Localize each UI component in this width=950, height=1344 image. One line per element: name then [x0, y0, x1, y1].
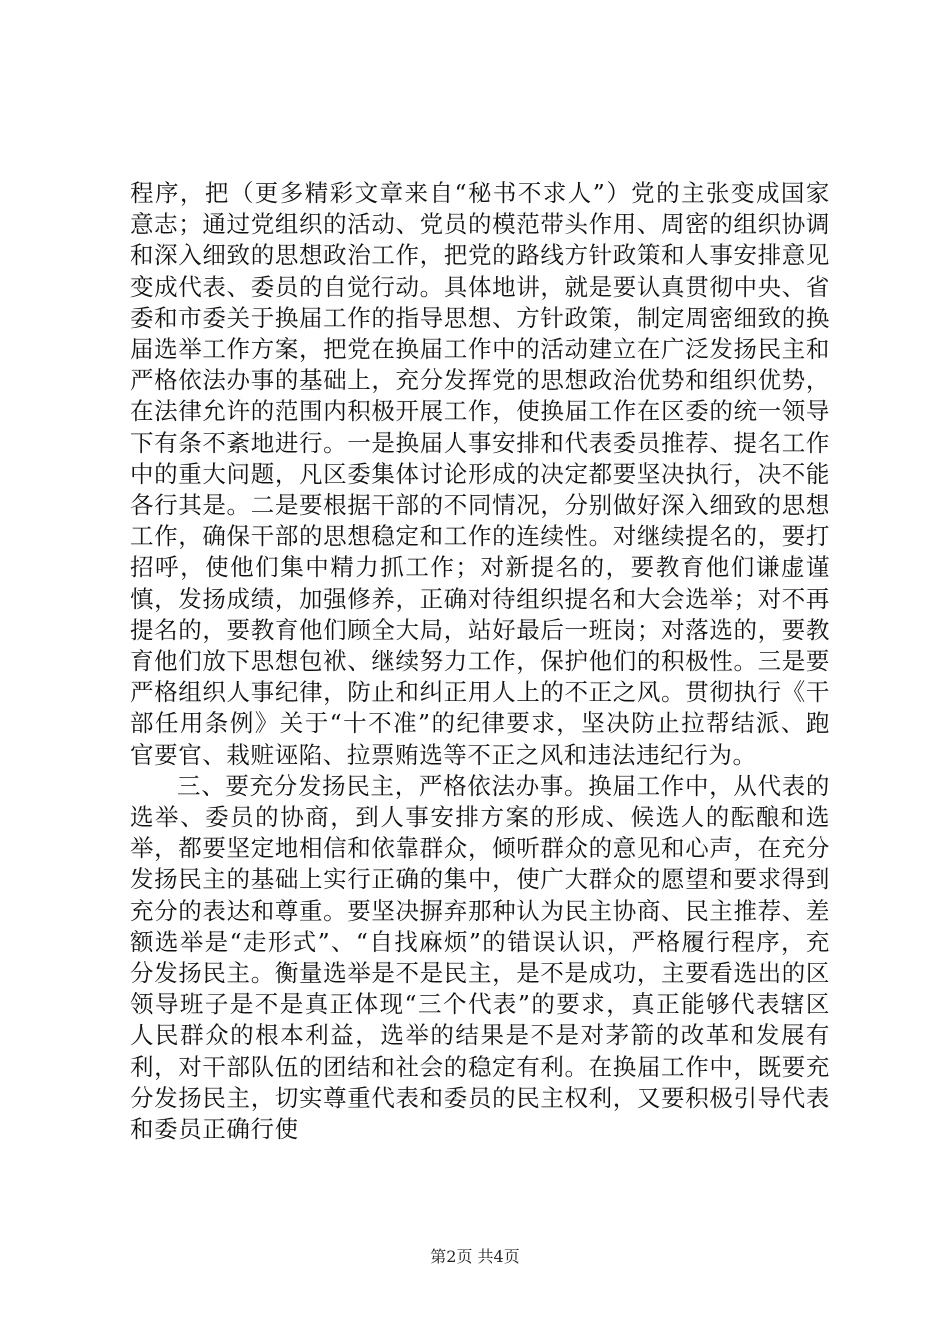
body-text	[130, 178, 830, 1145]
page-footer: 第2页 共4页	[430, 1247, 520, 1266]
paragraph-section-three: 三、要充分发扬民主，严格依法办事。换届工作中，从代表的选举、委员的协商，到人事安排方案的形成、候选人的酝酿和选举，都要坚定地相信和依靠群众，倾听群众的意见和心声，在充分发扬民主的基础上实行正确的集中，使广大群众的愿望和要求得到充分的表达和尊重。要坚决摒弃那种认为民主协商、民主推荐、差额选举是“走形式”、“自找麻烦”的错误认识，严格履行程序，充分发扬民主。衡量选举是不是民主，是不是成功，主要看选出的区领导班子是不是真正体现“三个代表”的要求，真正能够代表辖区人民群众的根本利益，选举的结果是不是对茅箭的改革和发展有利，对干部队伍的团结和社会的稳定有利。在换届工作中，既要充分发扬民主，切实尊重代表和委员的民主权利，又要积极引导代表和委员正确行使	[130, 771, 830, 1144]
paragraph-continuation: 程序，把（更多精彩文章来自“秘书不求人”）党的主张变成国家意志；通过党组织的活动、党员的模范带头作用、周密的组织协调和深入细致的思想政治工作，把党的路线方针政策和人事安排意见变成代表、委员的自觉行动。具体地讲，就是要认真贯彻中央、省委和市委关于换届工作的指导思想、方针政策，制定周密细致的换届选举工作方案，把党在换届工作中的活动建立在广泛发扬民主和严格依法办事的基础上，充分发挥党的思想政治优势和组织优势，在法律允许的范围内积极开展工作，使换届工作在区委的统一领导下有条不紊地进行。一是换届人事安排和代表委员推荐、提名工作中的重大问题，凡区委集体讨论形成的决定都要坚决执行，决不能各行其是。二是要根据干部的不同情况，分别做好深入细致的思想工作，确保干部的思想稳定和工作的连续性。对继续提名的，要打招呼，使他们集中精力抓工作；对新提名的，要教育他们谦虚谨慎，发扬成绩，加强修养，正确对待组织提名和大会选举；对不再提名的，要教育他们顾全大局，站好最后一班岗；对落选的，要教育他们放下思想包袱、继续努力工作，保护他们的积极性。三是要严格组织人事纪律，防止和纠正用人上的不正之风。贯彻执行《干部任用条例》关于“十不准”的纪律要求，坚决防止拉帮结派、跑官要官、栽赃诬陷、拉票贿选等不正之风和违法违纪行为。	[130, 179, 830, 769]
